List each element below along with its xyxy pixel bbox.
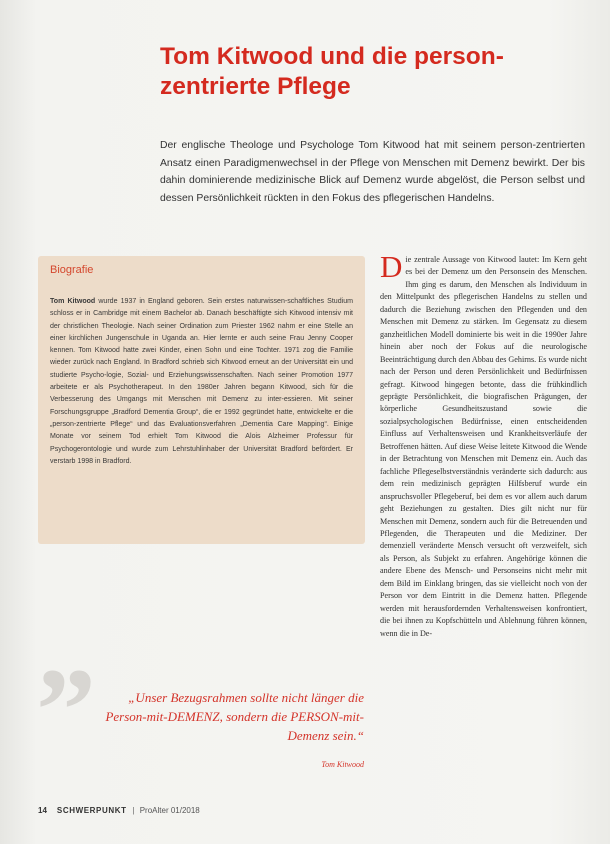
biography-body: wurde 1937 in England geboren. Sein erstes naturwissen-schaftliches Studium schloss er in Cambridge mit einem Bachelor ab. Danach beschäftigte sich Kitwood intensiv mit der christlichen Theologie. Nach seiner Ordination zum Priester 1962 nahm er eine Stelle an einer kirchlichen Jungenschule in Uganda an. Hier lernte er auch seine Frau Jenny Cooper kennen. Tom Kitwood hatte zwei Kinder, einen Sohn und eine Tochter. 1971 zog die Familie wieder zurück nach England. In Bradford schrieb sich Kitwood erneut an der Universität ein und studierte Psycho-logie, Sozial- und Erziehungswissenschaften. Nach seiner Promotion 1977 arbeitete er als Psychotherapeut. In den 1980er Jahren begann Kitwood, sich für die Verbesserung des Umgangs mit Menschen mit Demenz zu inter-essieren. Mit seiner Forschungsgruppe „Bradford Dementia Group“, die er 1992 gegründet hatte, entwickelte er die „person-zentrierte Pflege“ und das Evaluationsverfahren „Dementia Care Mapping“. Einige Monate vor seinem Tod erhielt Tom Kitwood die Alois Alzheimer Professur für Psychogerontologie und wurde zum Lehrstuhlinhaber der Universität Bradford befördert. Er verstarb 1998 in Bradford.	[50, 298, 353, 465]
biography-box	[38, 256, 365, 544]
drop-cap: D	[380, 249, 403, 284]
article-body	[380, 249, 587, 640]
biography-text	[50, 296, 353, 468]
biography-name: Tom Kitwood	[50, 298, 96, 305]
section-name: SCHWERPUNKT	[56, 805, 127, 815]
pull-quote: „Unser Bezugsrahmen sollte nicht länger die Person-mit-DEMENZ, sondern die PERSON-mit-Demenz sein.“	[105, 690, 364, 743]
article-lead: Der englische Theologe und Psychologe Tom Kitwood hat mit seinem person-zentrierten Ansatz einen Paradigmenwechsel in der Pflege von Menschen mit Demenz bewirkt. Der bis dahin dominierende medizinische Blick auf Demenz wurde abgelöst, die Person selbst und dessen Persönlichkeit rückten in den Fokus des pflegerischen Handelns.	[160, 140, 585, 204]
pull-quote-author: Tom Kitwood	[321, 760, 364, 769]
biography-heading: Biografie	[50, 264, 94, 276]
article-body-text: ie zentrale Aussage von Kitwood lautet: Im Kern geht es bei der Demenz um den Personsein des Menschen. Ihm ging es darum, den Menschen als Individuum in den Mittelpunkt des pflegerischen Handelns zu stellen und dadurch die Beziehung zwischen den Pflegenden und den Menschen mit Demenz zu stärken. Im Gegensatz zu diesem ganzheitlichen Modell dominierte bis weit in die 1990er Jahre hinein aber noch der Fokus auf die neurologische Beeinträchtigung durch den Abbau des Gehirns. Es wurde nicht nach der Person und deren Persönlichkeit und Bedürfnissen gefragt. Kitwood hingegen betonte, dass die frühkindlich geprägte Persönlichkeit, die biografischen Prägungen, der körperliche Gesundheitszustand sowie die sozialpsychologischen Bedürfnisse, einen entscheidenden Einfluss auf Verhaltensweisen und Krankheitsverläufe der Betroffenen hätten. Auf diese Weise leitete Kitwood die Wende in der Betrachtung von Menschen mit Demenz ein. Auch das fachliche Pflegeselbstverständnis veränderte sich dadurch: aus dem rein medizinisch geprägten Hilfsberuf wurde ein anspruchsvoller Pflegeberuf, bei dem es vor allem auch darum geht Beziehungen zu gestalten. Dies gilt nicht nur für Menschen mit Demenz, sondern auch für die Betreuenden und Pflegenden, die Therapeuten und die Mediziner. Der demenziell veränderte Mensch versucht oft verzweifelt, sich als Person, als Subjekt zu erfahren. Angehörige können die andere Ebene des Mensch- und Personseins nicht mehr mit dem Bild im Einklang bringen, das sie vielleicht noch von der Person vor dem Eintritt in die Demenz hatten. Pflegende werden mit herausfordernden Verhaltensweisen konfrontiert, die bei ihnen zu Kopfschütteln und Ablehnung führen können, wenn die in De-	[380, 255, 587, 638]
magazine-issue: ProAlter 01/2018	[139, 805, 200, 815]
quote-mark-icon: ”	[36, 643, 96, 776]
footer-separator: |	[132, 805, 135, 815]
page-footer	[38, 804, 200, 816]
page-number: 14	[38, 805, 47, 815]
article-title: Tom Kitwood und die person-zentrierte Pflege	[160, 43, 504, 100]
